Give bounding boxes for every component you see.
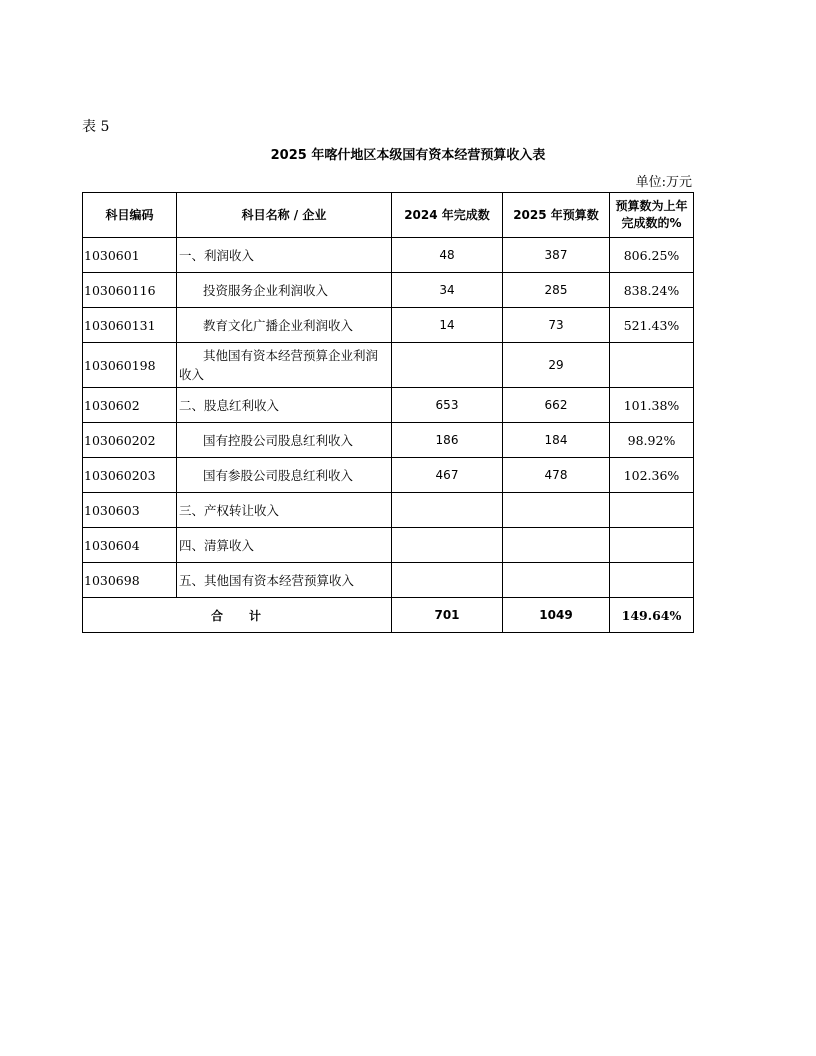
cell-name: 投资服务企业利润收入 (177, 273, 392, 308)
cell-name: 教育文化广播企业利润收入 (177, 308, 392, 343)
total-2025: 1049 (503, 598, 610, 633)
total-2024: 701 (392, 598, 503, 633)
cell-code: 1030601 (83, 238, 177, 273)
total-label-a: 合 (210, 608, 225, 623)
cell-name: 四、清算收入 (177, 528, 392, 563)
cell-2024: 653 (392, 388, 503, 423)
cell-code: 1030604 (83, 528, 177, 563)
table-row (83, 563, 694, 598)
cell-code: 1030698 (83, 563, 177, 598)
cell-name: 三、产权转让收入 (177, 493, 392, 528)
cell-2025: 29 (503, 343, 610, 388)
cell-ratio (610, 343, 694, 388)
unit-label: 单位:万元 (635, 175, 692, 190)
cell-ratio (610, 493, 694, 528)
cell-2024: 467 (392, 458, 503, 493)
cell-2024 (392, 528, 503, 563)
total-label (83, 598, 392, 633)
revenue-table (82, 192, 694, 633)
table-row (83, 273, 694, 308)
cell-2025: 478 (503, 458, 610, 493)
header-code: 科目编码 (83, 193, 177, 238)
cell-2025 (503, 528, 610, 563)
table-row (83, 343, 694, 388)
cell-code: 1030603 (83, 493, 177, 528)
cell-ratio: 838.24% (610, 273, 694, 308)
cell-2024 (392, 563, 503, 598)
cell-ratio (610, 563, 694, 598)
cell-name-line1: 其他国有资本经营预算企业利润 (203, 348, 379, 363)
page-title: 2025 年喀什地区本级国有资本经营预算收入表 (270, 148, 546, 163)
cell-name: 二、股息红利收入 (177, 388, 392, 423)
total-label-b: 计 (249, 608, 264, 623)
cell-name (177, 343, 392, 388)
cell-2025: 285 (503, 273, 610, 308)
cell-2025: 387 (503, 238, 610, 273)
cell-ratio: 98.92% (610, 423, 694, 458)
cell-ratio (610, 528, 694, 563)
cell-name: 一、利润收入 (177, 238, 392, 273)
cell-code: 103060131 (83, 308, 177, 343)
cell-name: 国有控股公司股息红利收入 (177, 423, 392, 458)
cell-2024: 186 (392, 423, 503, 458)
cell-code: 103060116 (83, 273, 177, 308)
cell-ratio: 806.25% (610, 238, 694, 273)
header-name: 科目名称 / 企业 (177, 193, 392, 238)
cell-2025: 662 (503, 388, 610, 423)
table-row (83, 458, 694, 493)
table-row (83, 493, 694, 528)
table-header-row (83, 193, 694, 238)
cell-2024 (392, 493, 503, 528)
cell-2024: 34 (392, 273, 503, 308)
header-2025-budget: 2025 年预算数 (503, 193, 610, 238)
cell-name: 国有参股公司股息红利收入 (177, 458, 392, 493)
cell-name: 五、其他国有资本经营预算收入 (177, 563, 392, 598)
table-number-label: 表 5 (82, 119, 110, 135)
cell-code: 1030602 (83, 388, 177, 423)
header-ratio-line2: 完成数的% (621, 216, 682, 230)
cell-code: 103060203 (83, 458, 177, 493)
cell-2024: 14 (392, 308, 503, 343)
table-row (83, 238, 694, 273)
header-ratio-line1: 预算数为上年 (615, 199, 688, 213)
header-2024-actual: 2024 年完成数 (392, 193, 503, 238)
cell-2025: 184 (503, 423, 610, 458)
cell-2025 (503, 563, 610, 598)
cell-2025: 73 (503, 308, 610, 343)
cell-ratio: 521.43% (610, 308, 694, 343)
cell-2025 (503, 493, 610, 528)
table-row (83, 528, 694, 563)
cell-ratio: 102.36% (610, 458, 694, 493)
total-ratio: 149.64% (610, 598, 694, 633)
table-row (83, 308, 694, 343)
total-row (83, 598, 694, 633)
cell-2024 (392, 343, 503, 388)
cell-2024: 48 (392, 238, 503, 273)
table-row (83, 423, 694, 458)
cell-ratio: 101.38% (610, 388, 694, 423)
header-ratio (610, 193, 694, 238)
cell-name-line2: 收入 (179, 367, 205, 382)
table-row (83, 388, 694, 423)
cell-code: 103060198 (83, 343, 177, 388)
cell-code: 103060202 (83, 423, 177, 458)
